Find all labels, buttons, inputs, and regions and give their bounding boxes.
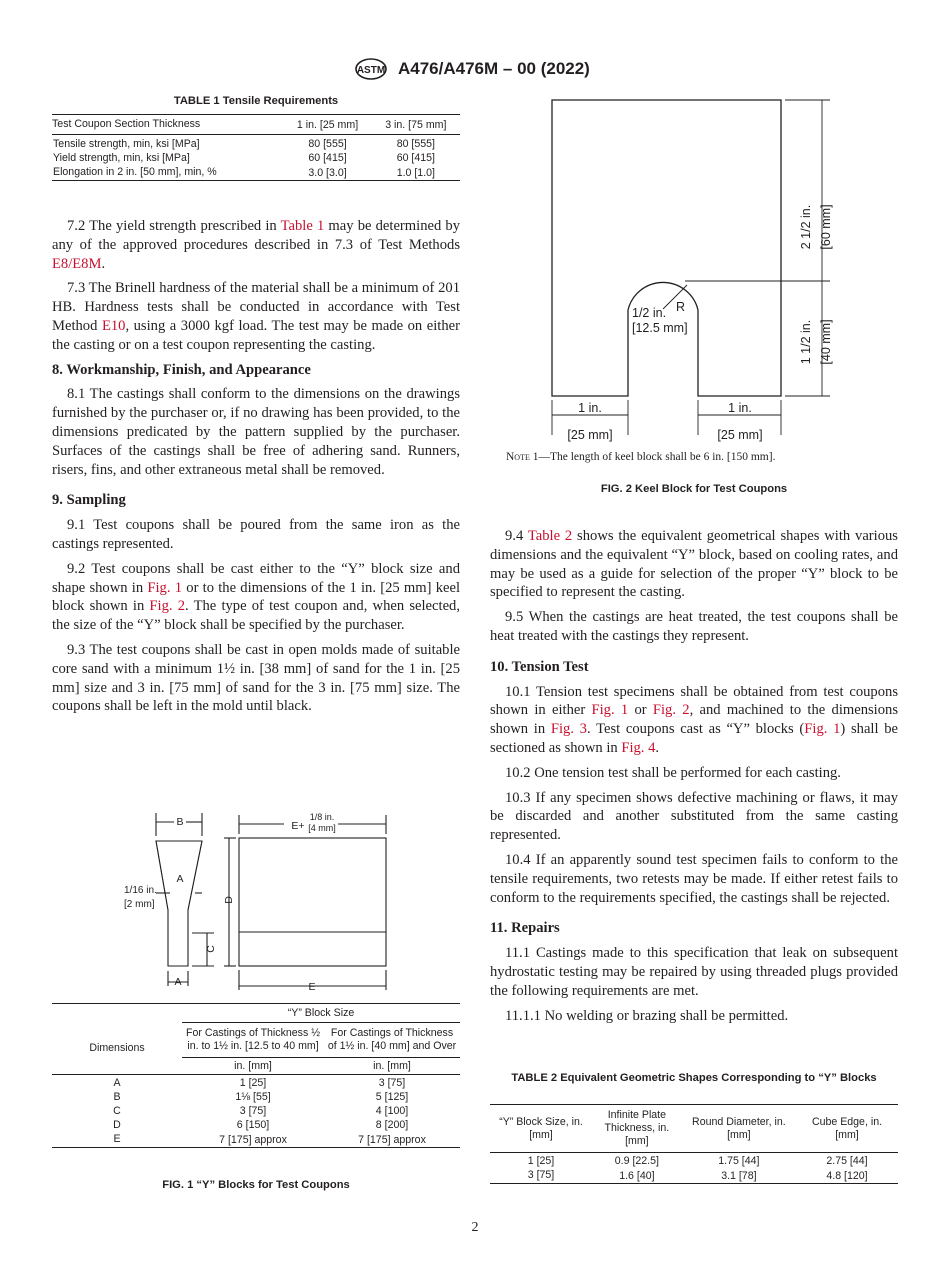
fig1-link[interactable]: Fig. 1 — [804, 721, 841, 738]
table2-cell: 1.75 [44] — [718, 1154, 760, 1167]
table1-cell: 60 [415] — [308, 152, 347, 164]
fig1-cell: 3 [75] — [378, 1076, 406, 1089]
paragraph-9-3: 9.3 The test coupons shall be cast in open molds made of suitable core sand with a minimum 1½ in. [38 mm] of sand for the 1 in. [25 mm] size and 3 in. [75 mm] of sand for the 3 in. [75 mm] size. The coupons shall be left in the mold until black. — [52, 641, 460, 715]
fig1-cell: D — [113, 1119, 121, 1131]
right-column — [490, 527, 898, 1031]
fig2-label-left-in: 1 in. — [578, 401, 602, 415]
fig1-drawing — [110, 808, 400, 993]
svg-text:ASTM: ASTM — [356, 65, 386, 76]
fig1-cell: 7 [175] approx — [358, 1133, 426, 1146]
fig1-col2-header: For Castings of Thickness of 1½ in. [40 mm] and Over — [327, 1027, 457, 1052]
fig2-label-top-mm: [60 mm] — [819, 204, 833, 250]
fig1-label-b: B — [176, 816, 184, 828]
fig1-cell: 5 [125] — [375, 1091, 409, 1103]
left-column — [52, 217, 460, 722]
fig2-label-top-in: 2 1/2 in. — [799, 204, 813, 250]
paragraph-8-1: 8.1 The castings shall conform to the dimensions on the drawings furnished by the purchaser or, if no drawing has been provided, to the dimensions predicated by the pattern supplied by the purchaser. Surfaces of the castings shall be free of adhering sand. Runners, risers, fins, and other extraneous metal shall be removed. — [52, 386, 460, 478]
fig1-cell: 6 [150] — [236, 1119, 270, 1131]
table2-cell: 0.9 [22.5] — [614, 1154, 659, 1167]
table1-cell: Elongation in 2 in. [50 mm], min, % — [53, 166, 217, 178]
table2-cell: 4.8 [120] — [826, 1169, 868, 1182]
fig2-link[interactable]: Fig. 2 — [149, 598, 186, 615]
e8-link[interactable]: E8/E8M — [52, 255, 102, 272]
table1-caption: TABLE 1 Tensile Requirements — [173, 95, 339, 107]
fig1-cell: 4 [100] — [375, 1105, 409, 1117]
table1-cell: 3.0 [3.0] — [308, 166, 347, 179]
paragraph-11-1-1: 11.1.1 No welding or brazing shall be permitted. — [505, 1007, 789, 1024]
fig1-group-header: “Y” Block Size — [182, 1004, 460, 1023]
fig1-label-eplus: E+ — [291, 820, 305, 832]
fig1-cell: A — [113, 1077, 121, 1089]
table2 — [490, 1104, 898, 1184]
paragraph-7-2: 7.2 The yield strength prescribed in Table 1 may be determined by any of the approved procedures described in 7.3 of Test Methods E8/E8M. — [52, 218, 461, 272]
fig1-cell: 8 [200] — [375, 1119, 409, 1131]
fig1-label-c: C — [205, 945, 217, 953]
fig2-label-left-mm: [25 mm] — [567, 428, 613, 442]
fig1-label-frac-mm: [4 mm] — [308, 823, 336, 833]
table1-cell: 80 [555] — [308, 138, 347, 150]
fig2-label-r-mm: [12.5 mm] — [632, 321, 688, 335]
fig1-caption: FIG. 1 “Y” Blocks for Test Coupons — [162, 1179, 350, 1191]
page-number: 2 — [471, 1220, 479, 1235]
fig1-link[interactable]: Fig. 1 — [591, 702, 629, 719]
table1-header: Test Coupon Section Thickness — [52, 118, 201, 130]
fig1-cell: 1 [25] — [239, 1076, 267, 1089]
fig1-cell: 1⅛ [55] — [235, 1091, 271, 1103]
table1-cell: 80 [555] — [396, 138, 435, 150]
table1-link[interactable]: Table 1 — [280, 218, 325, 234]
fig2-label-right-in: 1 in. — [728, 401, 752, 415]
fig2-link[interactable]: Fig. 2 — [652, 702, 690, 719]
table2-cell: 1.6 [40] — [619, 1169, 655, 1182]
keel-block-outline — [552, 100, 781, 396]
paragraph-10-3: 10.3 If any specimen shows defective machining or flaws, it may be discarded and another substituted from the same casting represented. — [490, 789, 898, 844]
astm-logo-icon — [354, 58, 388, 80]
fig1-link[interactable]: Fig. 1 — [147, 579, 183, 596]
document-id: A476/A476M – 00 (2022) — [398, 59, 590, 78]
fig1-cell: 7 [175] approx — [219, 1133, 287, 1146]
table2-cell: 3 [75] — [527, 1169, 555, 1181]
fig3-link[interactable]: Fig. 3 — [550, 721, 587, 738]
section-9-heading: 9. Sampling — [52, 492, 126, 509]
table2-cell: 2.75 [44] — [826, 1154, 868, 1167]
fig2-label-r: R — [676, 300, 686, 314]
section-10-heading: 10. Tension Test — [490, 658, 589, 675]
table1-cell: 1.0 [1.0] — [396, 166, 435, 179]
fig1-unit: in. [mm] — [182, 1058, 324, 1075]
section-11-heading: 11. Repairs — [490, 920, 560, 937]
table1-header: 1 in. [25 mm] — [296, 118, 359, 131]
fig1-label-e: E — [308, 981, 316, 993]
paragraph-9-5: 9.5 When the castings are heat treated, the test coupons shall be heat treated with the castings they represent. — [490, 609, 898, 644]
paragraph-10-4: 10.4 If an apparently sound test specimen fails to conform to the tensile requirements, two retests may be made. If either retest fails to conform to the requirements specified, the castings shall be rejected. — [490, 851, 898, 906]
fig1-table — [52, 1003, 460, 1148]
fig4-link[interactable]: Fig. 4 — [621, 739, 656, 756]
e10-link[interactable]: E10 — [101, 317, 126, 334]
paragraph-7-3: 7.3 The Brinell hardness of the material shall be a minimum of 201 HB. Hardness tests shall be conducted in accordance with Test Method E10, using a 3000 kgf load. The test may be made on either the casting or on a test coupon representing the casting. — [52, 280, 460, 353]
table2-cell: 3.1 [78] — [721, 1169, 757, 1182]
fig1-cell: B — [113, 1091, 121, 1103]
fig1-unit: in. [mm] — [324, 1058, 460, 1075]
paragraph-10-1: 10.1 Tension test specimens shall be obtained from test coupons shown in either Fig. 1 or Fig. 2, and machined to the dimensions shown in Fig. 3. Test coupons cast as “Y” blocks (Fig. 1) shall be sectioned as shown in Fig. 4. — [490, 683, 899, 756]
paragraph-9-1: 9.1 Test coupons shall be poured from the same iron as the castings represented. — [52, 517, 460, 552]
y-block-front — [239, 838, 386, 966]
fig1-cell: C — [113, 1105, 121, 1117]
y-block-side — [156, 841, 202, 966]
table1-cell: Tensile strength, min, ksi [MPa] — [53, 138, 200, 150]
fig2-label-right-mm: [25 mm] — [717, 428, 763, 442]
fig2-note: Note 1—The length of keel block shall be 6 in. [150 mm]. — [506, 451, 776, 463]
table2-caption: TABLE 2 Equivalent Geometric Shapes Corresponding to “Y” Blocks — [511, 1072, 877, 1084]
fig2-label-bot-in: 1 1/2 in. — [799, 319, 813, 365]
fig2-drawing — [510, 92, 850, 444]
table1 — [52, 114, 460, 181]
section-8-heading: 8. Workmanship, Finish, and Appearance — [52, 361, 311, 378]
table1-header: 3 in. [75 mm] — [385, 118, 447, 131]
paragraph-9-4: 9.4 Table 2 shows the equivalent geometrical shapes with various dimensions and the equivalent “Y” block, based on cooling rates, and may be used as a guide for selection of the proper “Y” block to be specified to represent the casting. — [490, 528, 898, 601]
page-header — [0, 58, 950, 82]
fig1-label-a: A — [176, 873, 184, 885]
fig1-cell: E — [113, 1133, 121, 1145]
fig2-label-r-in: 1/2 in. — [632, 306, 667, 320]
fig1-label-frac: 1/8 in. — [309, 812, 335, 822]
table1-cell: Yield strength, min, ksi [MPa] — [53, 152, 190, 164]
table2-link[interactable]: Table 2 — [527, 528, 573, 544]
fig1-label-sixteenth: 1/16 in. — [124, 885, 157, 896]
table1-cell: 60 [415] — [396, 152, 435, 164]
table2-header: Infinite Plate Thickness, in. [mm] — [604, 1109, 670, 1147]
paragraph-11-1: 11.1 Castings made to this specification that leak on subsequent hydrostatic testing may be repaired by using threaded plugs provided the following requirements are met. — [490, 945, 898, 999]
fig2-label-bot-mm: [40 mm] — [819, 319, 833, 365]
fig1-label-sixteenth-mm: [2 mm] — [124, 899, 155, 910]
table2-header: Cube Edge, in. [mm] — [811, 1115, 883, 1141]
fig1-cell: 3 [75] — [239, 1105, 267, 1117]
paragraph-9-2: 9.2 Test coupons shall be cast either to the “Y” block size and shape shown in Fig. 1 or to the dimensions of the 1 in. [25 mm] keel block shown in Fig. 2. The type of test coupon and, when selected, the size of the “Y” block shall be specified by the purchaser. — [52, 560, 461, 634]
table2-header: “Y” Block Size, in. [mm] — [499, 1115, 583, 1141]
fig2-caption: FIG. 2 Keel Block for Test Coupons — [600, 483, 788, 495]
fig1-dim-header: Dimensions — [89, 1041, 145, 1054]
table2-header: Round Diameter, in. [mm] — [692, 1115, 786, 1141]
table2-cell: 1 [25] — [527, 1155, 555, 1167]
fig1-label-d: D — [223, 896, 235, 904]
fig1-col1-header: For Castings of Thickness ½ in. to 1½ in. [12.5 to 40 mm] — [185, 1027, 321, 1052]
fig1-label-a2: A — [174, 976, 182, 988]
paragraph-10-2: 10.2 One tension test shall be performed for each casting. — [505, 764, 841, 781]
